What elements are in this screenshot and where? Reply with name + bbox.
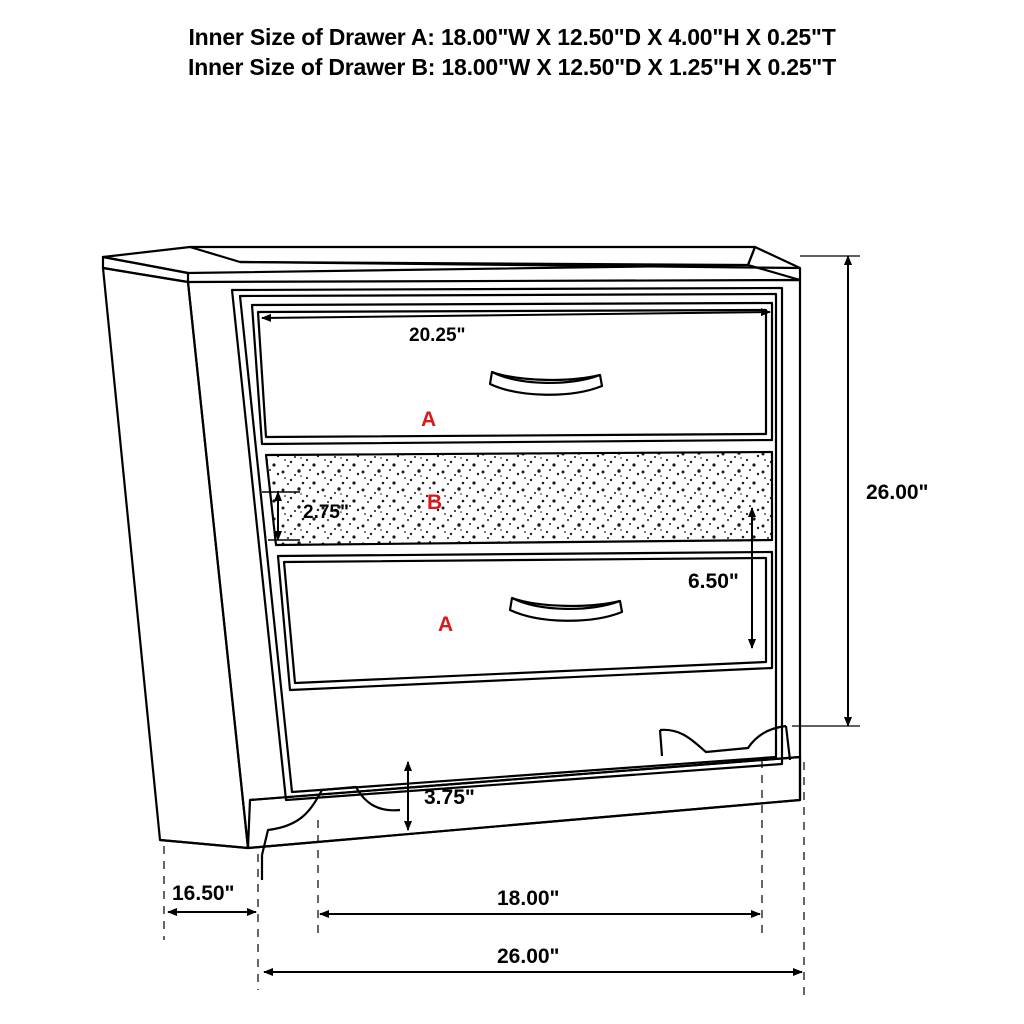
dim-label-top-drawer-width: 20.25" [409,325,466,346]
drawer-label-b-middle: B [427,491,443,514]
dim-label-middle-drawer-height: 2.75" [303,502,349,523]
dim-label-overall-width: 26.00" [497,945,560,968]
dim-label-bottom-drawer-height: 6.50" [688,570,739,593]
drawer-label-a-top: A [421,408,437,431]
dim-label-leg-height: 3.75" [424,786,475,809]
dim-label-inner-width: 18.00" [497,887,560,910]
drawer-label-a-bottom: A [438,613,454,636]
spec-line-drawer-b: Inner Size of Drawer B: 18.00"W X 12.50"D X 1.25"H X 0.25"T [188,54,836,80]
spec-line-drawer-a: Inner Size of Drawer A: 18.00"W X 12.50"D X 4.00"H X 0.25"T [188,24,836,50]
dim-label-depth: 16.50" [172,882,235,905]
dim-label-overall-height: 26.00" [866,481,929,504]
